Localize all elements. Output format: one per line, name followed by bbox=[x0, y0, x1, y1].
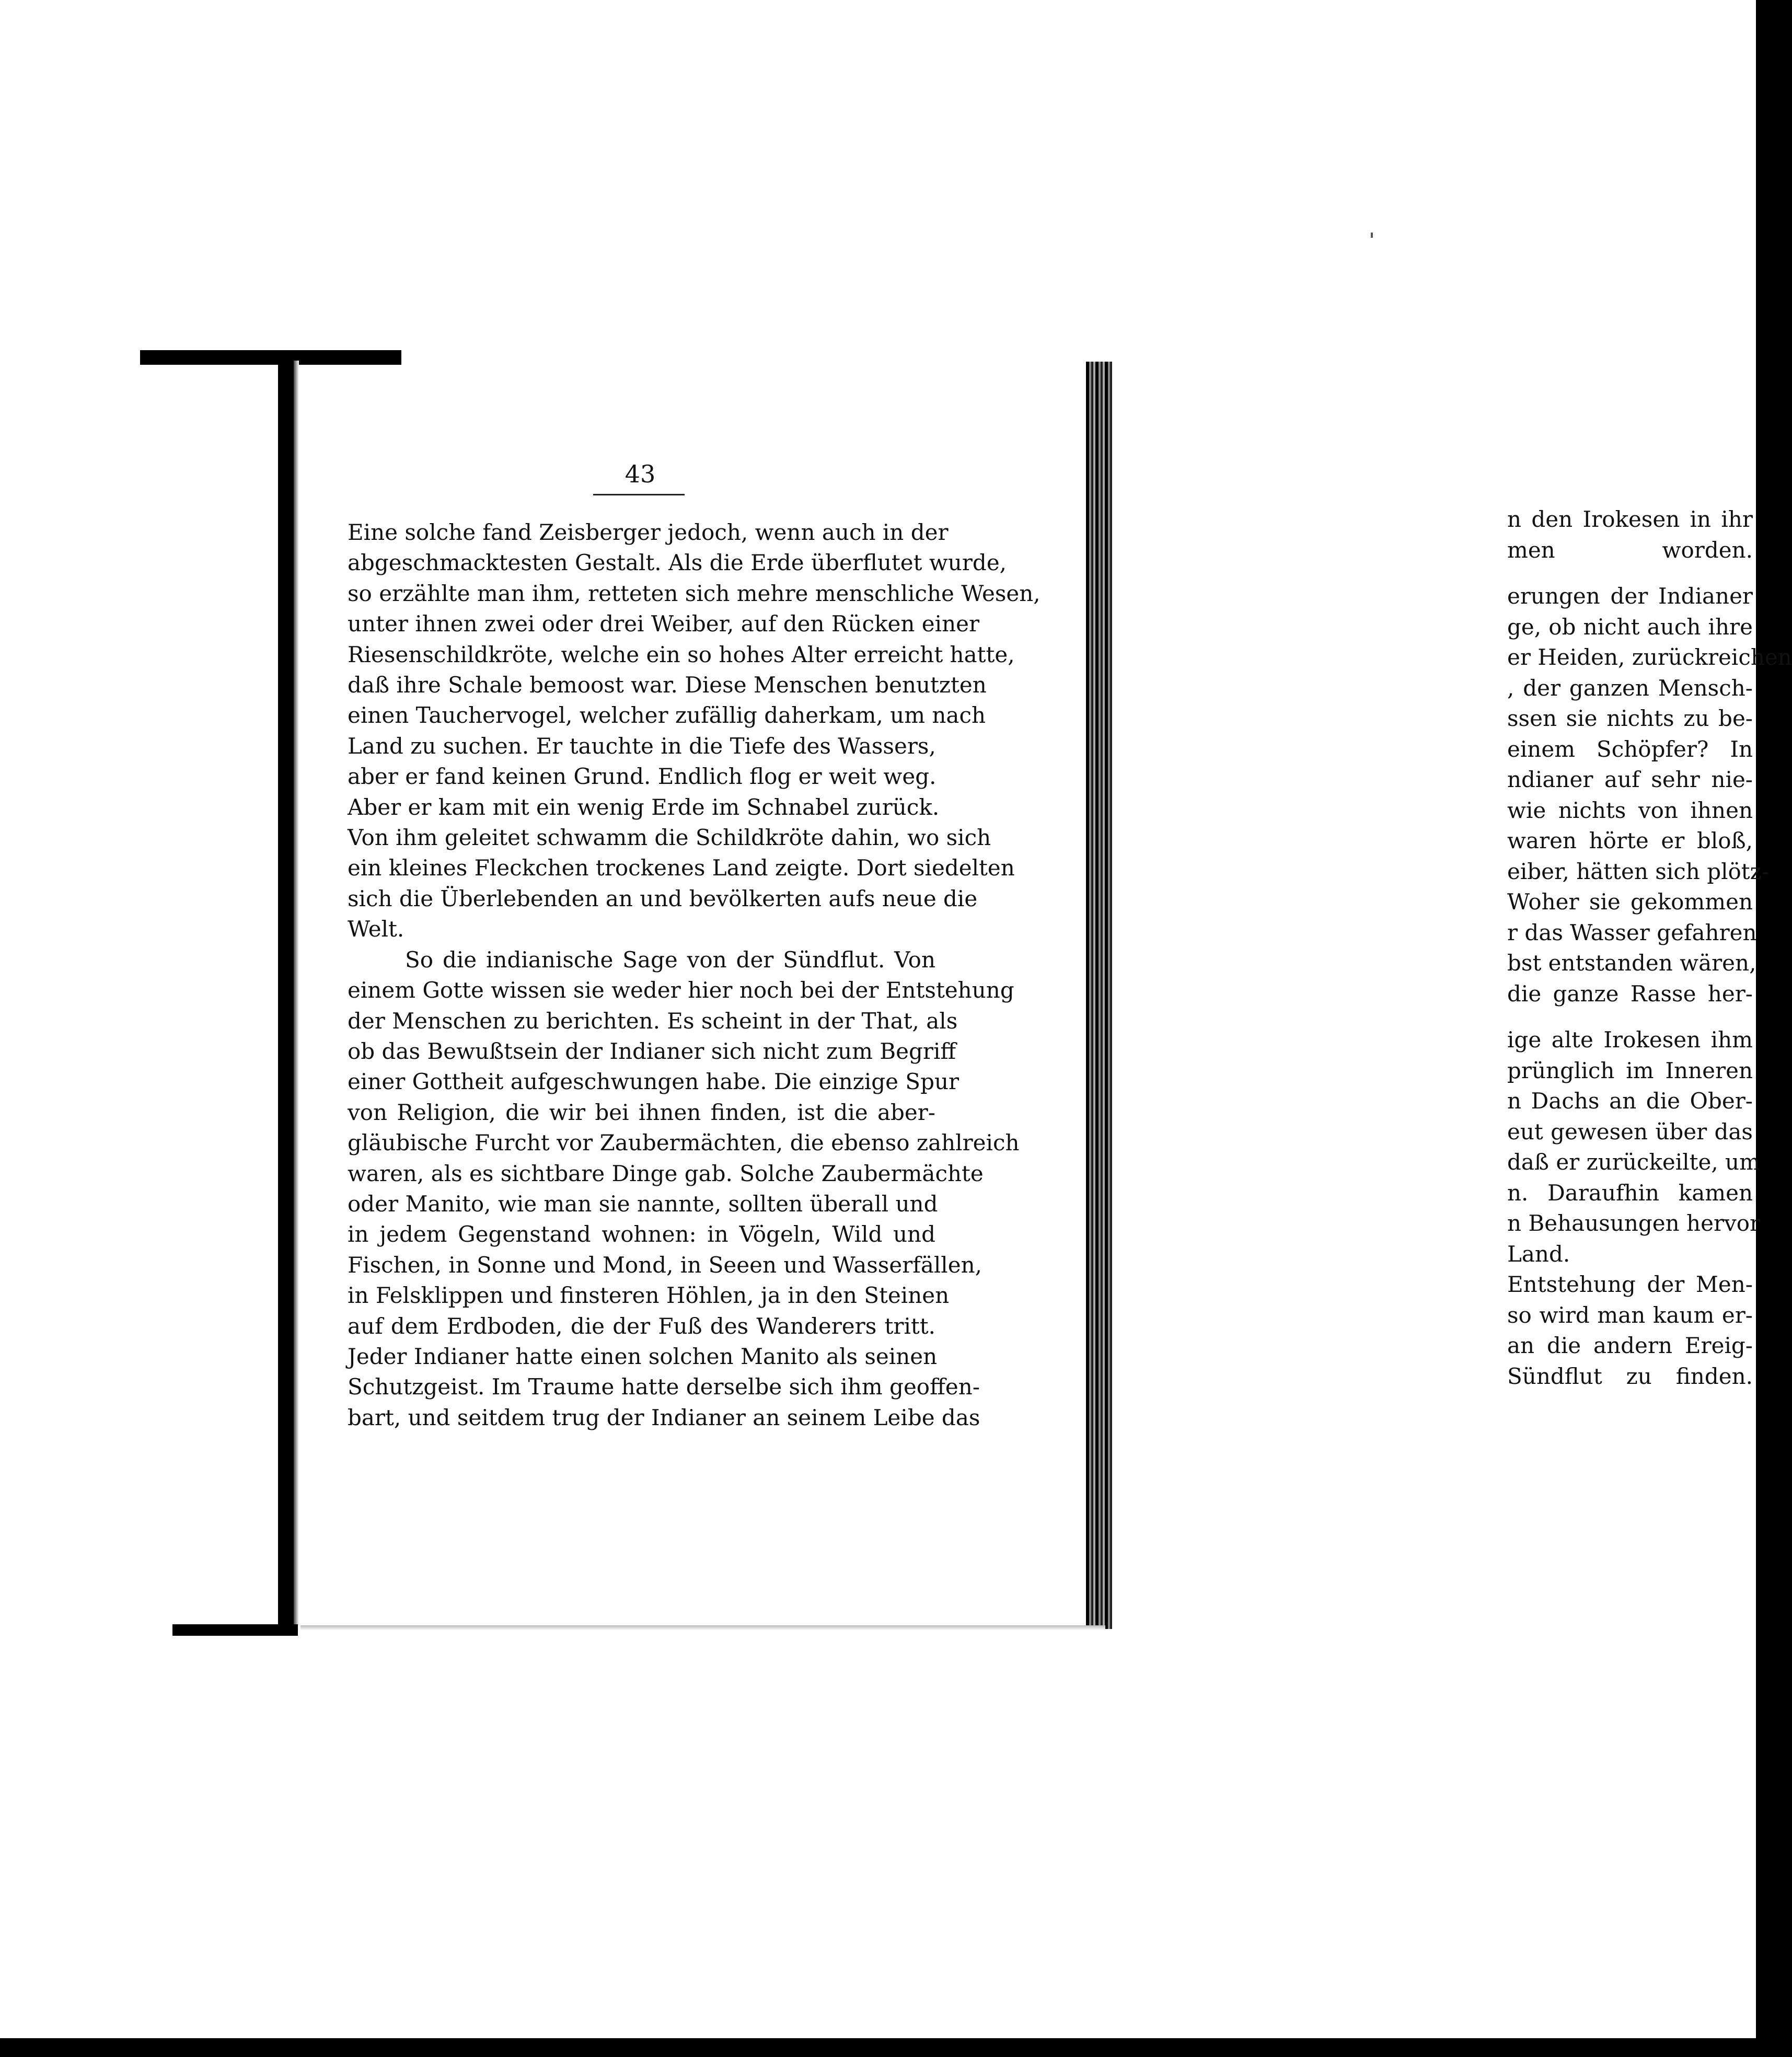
left-text-line: Entstehung der Men- bbox=[1507, 1272, 1753, 1297]
body-text-line: der Menschen zu berichten. Es scheint in der That, als bbox=[348, 1008, 958, 1034]
body-text-line: in Felsklippen und finsteren Höhlen, ja in den Steinen bbox=[348, 1282, 950, 1309]
body-text-line: ob das Bewußtsein der Indianer sich nicht zum Begriff bbox=[348, 1038, 956, 1064]
left-page bbox=[0, 361, 300, 1628]
body-text-line: Riesenschildkröte, welche ein so hohes Alter erreicht hatte, bbox=[348, 641, 1015, 667]
left-text-line: ge, ob nicht auch ihre bbox=[1507, 614, 1753, 640]
body-text-line: Jeder Indianer hatte einen solchen Manito als seinen bbox=[348, 1343, 938, 1369]
body-text-line: unter ihnen zwei oder drei Weiber, auf den Rücken einer bbox=[348, 611, 980, 637]
body-text-line: oder Manito, wie man sie nannte, sollten überall und bbox=[348, 1191, 938, 1217]
left-text-line: die ganze Rasse her- bbox=[1507, 980, 1753, 1007]
paragraph-gap bbox=[1507, 1009, 1753, 1025]
left-text-line: ige alte Irokesen ihm bbox=[1507, 1027, 1753, 1053]
left-page-text bbox=[1507, 504, 1792, 1392]
left-text-line: Land. bbox=[1507, 1241, 1570, 1267]
left-text-line: n Dachs an die Ober- bbox=[1507, 1088, 1753, 1114]
body-text-line: aber er fand keinen Grund. Endlich flog er weit weg. bbox=[348, 764, 937, 790]
body-text-line: Welt. bbox=[348, 916, 404, 942]
book-spine bbox=[278, 350, 294, 1625]
left-text-line: r das Wasser gefahren bbox=[1507, 919, 1757, 945]
body-text-line: sich die Überlebenden an und bevölkerten aufs neue die bbox=[348, 885, 978, 911]
body-text-line: einem Gotte wissen sie weder hier noch bei der Entstehung bbox=[348, 977, 1014, 1003]
left-text-line: er Heiden, zurückreichen bbox=[1507, 644, 1792, 670]
left-text-line: n. Daraufhin kamen bbox=[1507, 1180, 1753, 1206]
body-text-line: auf dem Erdboden, die der Fuß des Wanderers tritt. bbox=[348, 1313, 935, 1339]
scan-speck bbox=[1371, 233, 1373, 238]
left-text-line: n den Irokesen in ihr bbox=[1507, 506, 1753, 532]
body-text-line: Aber er kam mit ein wenig Erde im Schnabel zurück. bbox=[348, 794, 940, 820]
left-text-line: Sündflut zu finden. bbox=[1507, 1363, 1753, 1389]
left-text-line: n Behausungen hervor bbox=[1507, 1210, 1761, 1236]
right-page-bottom-shadow bbox=[300, 1625, 1105, 1631]
body-text-line: in jedem Gegenstand wohnen: in Vögeln, Wild und bbox=[348, 1221, 935, 1247]
body-text-line: ein kleines Fleckchen trockenes Land zeigte. Dort siedelten bbox=[348, 855, 1015, 881]
body-text-line: Eine solche fand Zeisberger jedoch, wenn auch in der bbox=[348, 519, 949, 545]
left-text-line: so wird man kaum er- bbox=[1507, 1302, 1753, 1328]
left-text-line: Woher sie gekommen bbox=[1507, 889, 1753, 915]
left-text-line: men worden. bbox=[1507, 537, 1753, 563]
body-text-line: waren, als es sichtbare Dinge gab. Solche Zaubermächte bbox=[348, 1160, 984, 1186]
left-text-line: ndianer auf sehr nie- bbox=[1507, 767, 1753, 792]
body-text-line: daß ihre Schale bemoost war. Diese Menschen benutzten bbox=[348, 672, 987, 698]
left-text-line: waren hörte er bloß, bbox=[1507, 828, 1753, 853]
page-number-rule bbox=[593, 494, 685, 495]
page-number: 43 bbox=[625, 460, 656, 488]
left-text-line: prünglich im Inneren bbox=[1507, 1057, 1753, 1083]
body-text bbox=[348, 517, 1040, 1433]
left-text-line: einem Schöpfer? In bbox=[1507, 736, 1753, 762]
gutter-shadow bbox=[294, 361, 299, 1625]
body-text-line: von Religion, die wir bei ihnen finden, ist die aber- bbox=[348, 1099, 935, 1125]
left-text-line: eut gewesen über das bbox=[1507, 1118, 1753, 1145]
body-text-line: Fischen, in Sonne und Mond, in Seeen und Wasserfällen, bbox=[348, 1252, 982, 1278]
left-text-line: daß er zurückeilte, um bbox=[1507, 1149, 1760, 1175]
body-text-line: gläubische Furcht vor Zaubermächten, die ebenso zahlreich bbox=[348, 1130, 1020, 1156]
body-text-line: so erzählte man ihm, retteten sich mehre menschliche Wesen, bbox=[348, 580, 1040, 606]
body-text-line: Schutzgeist. Im Traume hatte derselbe sich ihm geoffen- bbox=[348, 1374, 980, 1400]
left-text-line: eiber, hätten sich plötz- bbox=[1507, 858, 1770, 884]
body-text-line: Von ihm geleitet schwamm die Schildkröte dahin, wo sich bbox=[348, 825, 991, 851]
left-text-line: an die andern Ereig- bbox=[1507, 1333, 1753, 1358]
left-text-line: bst entstanden wären, bbox=[1507, 950, 1756, 976]
body-text-line: So die indianische Sage von der Sündflut. Von bbox=[405, 946, 935, 973]
left-text-line: erungen der Indianer bbox=[1507, 583, 1753, 609]
left-page-top-edge bbox=[140, 350, 401, 365]
body-text-line: bart, und seitdem trug der Indianer an seinem Leibe das bbox=[348, 1404, 980, 1430]
body-text-line: einen Tauchervogel, welcher zufällig daherkam, um nach bbox=[348, 702, 986, 729]
right-page-fore-edge bbox=[1086, 362, 1112, 1629]
left-page-bottom-edge bbox=[172, 1624, 298, 1636]
left-text-line: wie nichts von ihnen bbox=[1507, 797, 1753, 823]
left-text-line: , der ganzen Mensch- bbox=[1507, 675, 1753, 701]
body-text-line: einer Gottheit aufgeschwungen habe. Die einzige Spur bbox=[348, 1069, 959, 1095]
body-text-line: abgeschmacktesten Gestalt. Als die Erde überflutet wurde, bbox=[348, 550, 1007, 576]
body-text-line: Land zu suchen. Er tauchte in die Tiefe des Wassers, bbox=[348, 733, 936, 759]
paragraph-gap bbox=[1507, 565, 1753, 581]
left-text-line: ssen sie nichts zu be- bbox=[1507, 706, 1753, 731]
